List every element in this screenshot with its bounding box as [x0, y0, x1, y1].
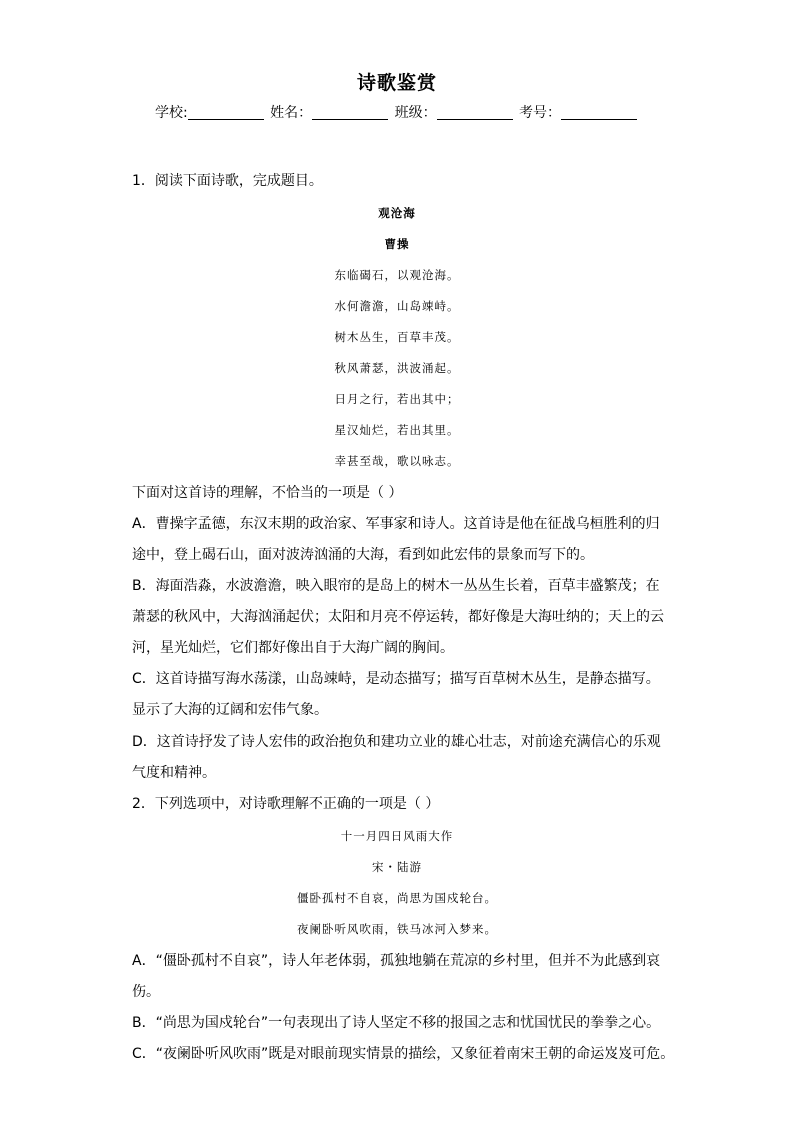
number-label: 考号： [519, 105, 562, 121]
q2-option-b-line: B．“尚思为国戍轮台”一句表现出了诗人坚定不移的报国之志和忧国忧民的拳拳之心。 [132, 1015, 661, 1031]
poem-1-line: 星汉灿烂，若出其里。 [334, 423, 460, 437]
poem-1-line: 树木丛生，百草丰茂。 [334, 330, 460, 344]
question-1-prompt: 下面对这首诗的理解，不恰当的一项是（ ） [132, 485, 403, 501]
q1-option-b-line: 萧瑟的秋风中，大海汹涌起伏；太阳和月亮不停运转，都好像是大海吐纳的；天上的云 [132, 609, 664, 625]
page-title: 诗歌鉴赏 [356, 72, 437, 94]
name-label: 姓名： [270, 105, 313, 121]
school-blank[interactable] [188, 105, 264, 120]
poem-1-author: 曹操 [384, 237, 410, 251]
poem-1-line: 日月之行，若出其中； [334, 392, 460, 406]
poem-2-line: 僵卧孤村不自哀，尚思为国戍轮台。 [297, 891, 497, 905]
poem-1-line: 幸甚至哉，歌以咏志。 [334, 454, 460, 468]
q1-option-a-line: 途中，登上碣石山，面对波涛汹涌的大海，看到如此宏伟的景象而写下的。 [132, 547, 594, 563]
poem-1-line: 水何澹澹，山岛竦峙。 [334, 299, 460, 313]
poem-1-line: 秋风萧瑟，洪波涌起。 [334, 361, 460, 375]
q1-option-a-line: A．曹操字孟德，东汉末期的政治家、军事家和诗人。这首诗是他在征战乌桓胜利的归 [132, 516, 660, 532]
student-info-line [0, 102, 794, 122]
class-label: 班级： [394, 105, 437, 121]
q1-option-b-line: B．海面浩淼，水波澹澹，映入眼帘的是岛上的树木一丛丛生长着，百草丰盛繁茂；在 [132, 578, 660, 594]
question-1-stem: 1．阅读下面诗歌，完成题目。 [132, 173, 323, 189]
q1-option-b-line: 河，星光灿烂，它们都好像出自于大海广阔的胸间。 [132, 640, 454, 656]
school-label: 学校: [154, 105, 188, 121]
poem-1-title: 观沧海 [378, 206, 416, 220]
q1-option-c-line: 显示了大海的辽阔和宏伟气象。 [132, 702, 328, 718]
q2-option-a-line: 伤。 [132, 984, 160, 1000]
q1-option-d-line: D．这首诗抒发了诗人宏伟的政治抱负和建功立业的雄心壮志，对前途充满信心的乐观 [132, 734, 661, 750]
poem-2-line: 夜阑卧听风吹雨，铁马冰河入梦来。 [297, 922, 497, 936]
q2-option-c-line: C．“夜阑卧听风吹雨”既是对眼前现实情景的描绘，又象征着南宋王朝的命运岌岌可危。 [132, 1046, 675, 1062]
q1-option-d-line: 气度和精神。 [132, 765, 216, 781]
q1-option-c-line: C．这首诗描写海水荡漾，山岛竦峙，是动态描写；描写百草树木丛生，是静态描写。 [132, 671, 660, 687]
q2-option-a-line: A．“僵卧孤村不自哀”，诗人年老体弱，孤独地躺在荒凉的乡村里，但并不为此感到哀 [132, 953, 661, 969]
poem-1-line: 东临碣石，以观沧海。 [334, 268, 460, 282]
name-blank[interactable] [312, 105, 388, 120]
question-2-stem: 2．下列选项中，对诗歌理解不正确的一项是（ ） [132, 796, 440, 812]
number-blank[interactable] [561, 105, 637, 120]
poem-2-title: 十一月四日风雨大作 [340, 829, 454, 843]
poem-2-author: 宋・陆游 [372, 860, 422, 874]
class-blank[interactable] [437, 105, 513, 120]
